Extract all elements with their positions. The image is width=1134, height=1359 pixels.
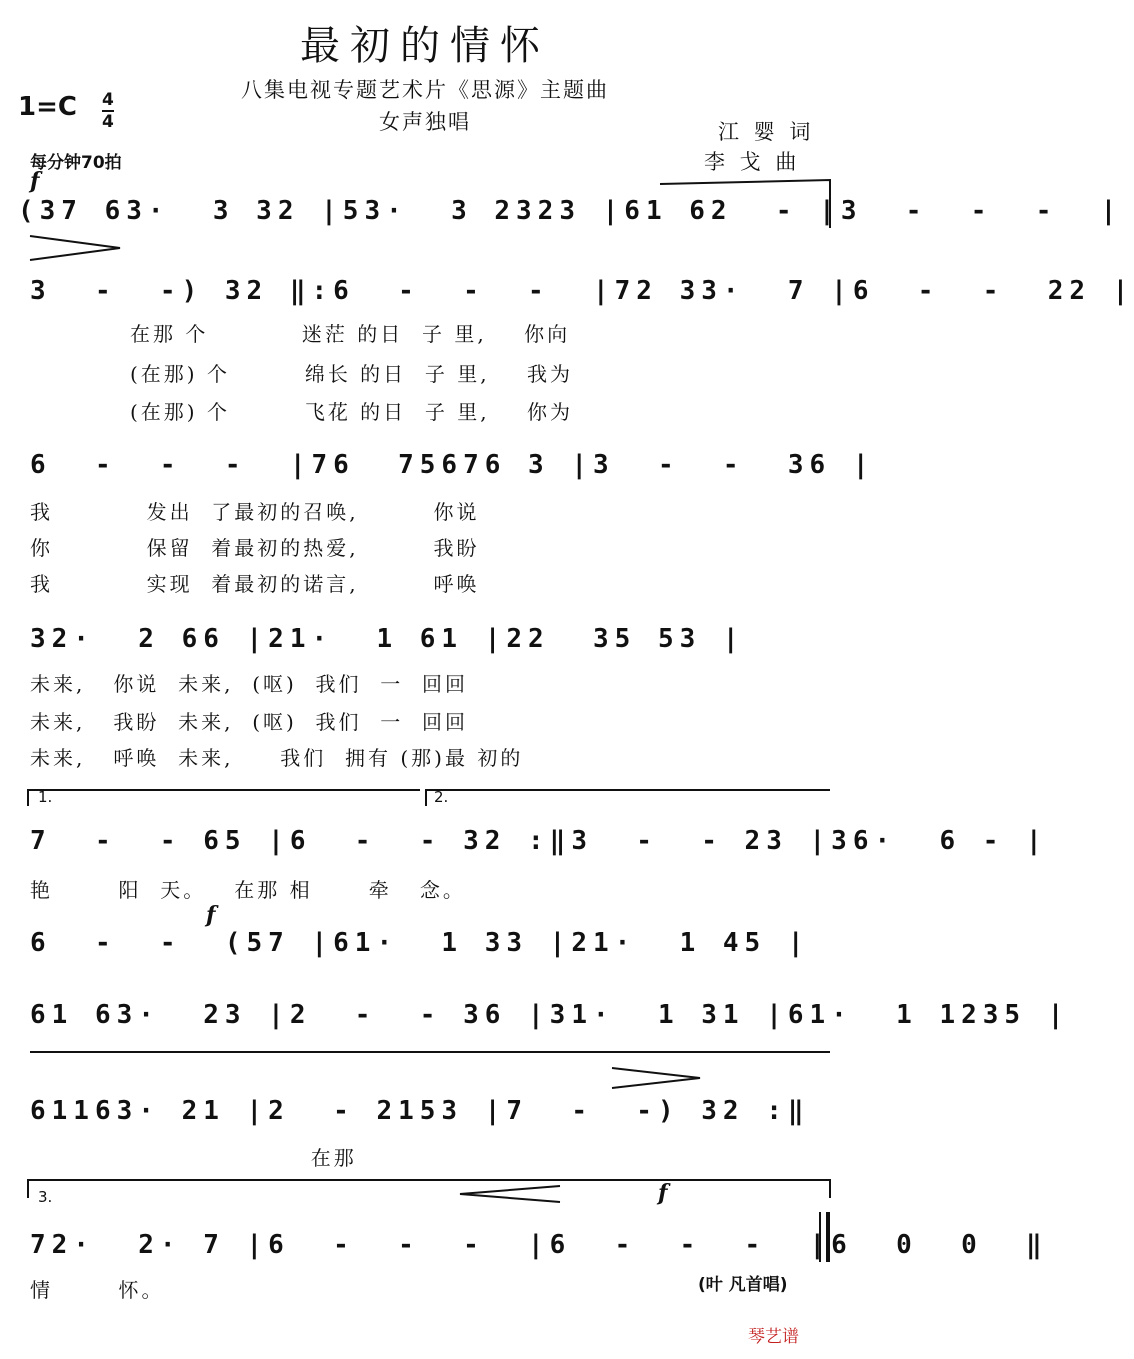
lyricist-credit: 江 婴 词 — [718, 120, 815, 144]
lyric-line: 在那 — [30, 1146, 357, 1170]
staff-notes: 6 - - - |76 75676 3 |3 - - 36 | — [30, 450, 875, 480]
dynamic-forte: f — [206, 902, 216, 928]
dynamic-forte: f — [658, 1180, 668, 1206]
staff-notes: 32· 2 66 |21· 1 61 |22 35 53 | — [30, 624, 745, 654]
watermark-logo: 琴艺谱 — [748, 1327, 799, 1347]
lyric-line: 艳 阳 天。 在那 相 牵 念。 — [30, 878, 466, 902]
song-title: 最初的情怀 — [300, 23, 550, 69]
lyric-verse-2: (在那) 个 绵长 的日 子 里, 我为 — [130, 362, 574, 386]
tempo-marking: 每分钟70拍 — [30, 153, 122, 173]
singer-credit: (叶 凡首唱) — [698, 1275, 788, 1295]
key-signature: 1=C — [18, 92, 77, 122]
volta-1: 1. — [38, 788, 53, 806]
lyric-verse-1: 在那 个 迷茫 的日 子 里, 你向 — [130, 322, 571, 346]
time-signature-top: 4 — [102, 90, 114, 110]
volta-2: 2. — [434, 788, 449, 806]
staff-notes: 61 63· 23 |2 - - 36 |31· 1 31 |61· 1 1235 | — [30, 1000, 1070, 1030]
lyric-verse-1: 我 发出 了最初的召唤, 你说 — [30, 500, 480, 524]
lyric-verse-3: 我 实现 着最初的诺言, 呼唤 — [30, 572, 480, 596]
dynamic-forte: f — [30, 168, 40, 194]
performance-type: 女声独唱 — [379, 110, 471, 134]
staff-notes: 61163· 21 |2 - 2153 |7 - -) 32 :‖ — [30, 1096, 810, 1126]
lyric-line: 情 怀。 — [30, 1278, 165, 1302]
time-signature-bottom: 4 — [102, 112, 114, 132]
lyric-verse-3: (在那) 个 飞花 的日 子 里, 你为 — [130, 400, 574, 424]
composer-credit: 李 戈 曲 — [704, 150, 801, 174]
lyric-verse-2: 未来, 我盼 未来, (呕) 我们 一 回回 — [30, 710, 468, 734]
lyric-verse-3: 未来, 呼唤 未来, 我们 拥有 (那)最 初的 — [30, 746, 524, 770]
staff-notes: 7 - - 65 |6 - - 32 :‖3 - - 23 |36· 6 - | — [30, 826, 1048, 856]
staff-notes: (37 63· 3 32 |53· 3 2323 |61 62 - |3 - - - | — [18, 196, 1123, 226]
lyric-verse-2: 你 保留 着最初的热爱, 我盼 — [30, 536, 480, 560]
volta-3: 3. — [38, 1188, 53, 1206]
lyric-verse-1: 未来, 你说 未来, (呕) 我们 一 回回 — [30, 672, 468, 696]
song-subtitle: 八集电视专题艺术片《思源》主题曲 — [241, 78, 609, 102]
staff-notes: 6 - - (57 |61· 1 33 |21· 1 45 | — [30, 928, 810, 958]
staff-notes: 3 - -) 32 ‖:6 - - - |72 33· 7 |6 - - 22 | — [30, 276, 1134, 306]
staff-notes: 72· 2· 7 |6 - - - |6 - - - |6 0 0 ‖ — [30, 1230, 1048, 1260]
